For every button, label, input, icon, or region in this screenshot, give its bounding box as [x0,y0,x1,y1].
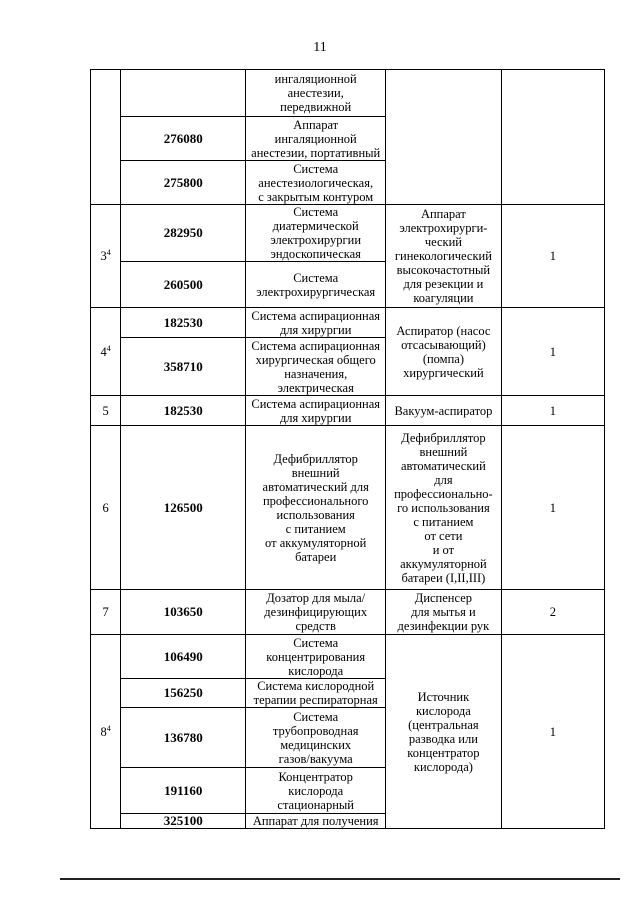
device-cell: Аппарат электрохирурги- ческий гинекологический высокочастотный для резекции и коагуляции [386,205,502,308]
code-cell: 325100 [121,814,246,829]
device-cell: Источник кислорода (центральная разводка или концентратор кислорода) [386,635,502,829]
quantity-cell: 1 [501,396,604,426]
row-number-cell [91,635,121,829]
equipment-table [90,69,605,829]
page-number: 11 [313,40,327,55]
table-row [91,635,605,679]
name-cell: Дозатор для мыла/ дезинфицирующих средств [246,590,386,635]
quantity-cell: 1 [501,308,604,396]
name-cell: Аппарат ингаляционной анестезии, портативный [246,117,386,161]
footnote-mark: 4 [106,247,111,257]
device-cell: Вакуум-аспиратор [386,396,502,426]
name-cell: Дефибриллятор внешний автоматический для профессионального использования с питанием от аккумуляторной батареи [246,426,386,590]
quantity-cell: 2 [501,590,604,635]
code-cell: 126500 [121,426,246,590]
code-cell [121,70,246,117]
quantity-cell [501,70,604,205]
code-cell: 106490 [121,635,246,679]
name-cell: Аппарат для получения [246,814,386,829]
row-number-cell [91,70,121,205]
row-number: 3 [100,249,107,263]
code-cell: 275800 [121,161,246,205]
name-cell: Система кислородной терапии респираторная [246,679,386,708]
name-cell: ингаляционной анестезии, передвижной [246,70,386,117]
code-cell: 182530 [121,308,246,338]
device-cell: Дефибриллятор внешний автоматический для профессионально- го использования с питанием от сети и от аккумуляторной батареи (I,II,III) [386,426,502,590]
table-row [91,426,605,590]
device-cell [386,70,502,205]
code-cell: 191160 [121,768,246,814]
name-cell: Система диатермической электрохирургии эндоскопическая [246,205,386,262]
name-cell: Система аспирационная хирургическая общего назначения, электрическая [246,338,386,396]
code-cell: 358710 [121,338,246,396]
code-cell: 156250 [121,679,246,708]
name-cell: Система концентрирования кислорода [246,635,386,679]
code-cell: 136780 [121,708,246,768]
code-cell: 182530 [121,396,246,426]
name-cell: Система анестезиологическая, с закрытым контуром [246,161,386,205]
row-number-cell [91,205,121,308]
name-cell: Система аспирационная для хирургии [246,308,386,338]
table-row [91,205,605,262]
name-cell: Система аспирационная для хирургии [246,396,386,426]
footnote-mark: 4 [106,343,111,353]
table-row [91,590,605,635]
row-number: 8 [100,724,107,739]
table-row [91,396,605,426]
row-number-cell [91,308,121,396]
quantity-cell: 1 [501,426,604,590]
footnote-mark: 4 [106,723,111,733]
page-bottom-edge [60,878,620,880]
quantity-cell: 1 [501,635,604,829]
device-cell: Аспиратор (насос отсасывающий) (помпа) хирургический [386,308,502,396]
row-number-cell: 7 [91,590,121,635]
code-cell: 282950 [121,205,246,262]
name-cell: Концентратор кислорода стационарный [246,768,386,814]
code-cell: 103650 [121,590,246,635]
table-row [91,70,605,117]
name-cell: Система трубопроводная медицинских газов/вакуума [246,708,386,768]
device-cell: Диспенсер для мытья и дезинфекции рук [386,590,502,635]
table-row [91,308,605,338]
row-number-cell: 5 [91,396,121,426]
name-cell: Система электрохирургическая [246,262,386,308]
row-number-cell: 6 [91,426,121,590]
row-number: 4 [100,344,107,359]
code-cell: 260500 [121,262,246,308]
code-cell: 276080 [121,117,246,161]
quantity-cell: 1 [501,205,604,308]
